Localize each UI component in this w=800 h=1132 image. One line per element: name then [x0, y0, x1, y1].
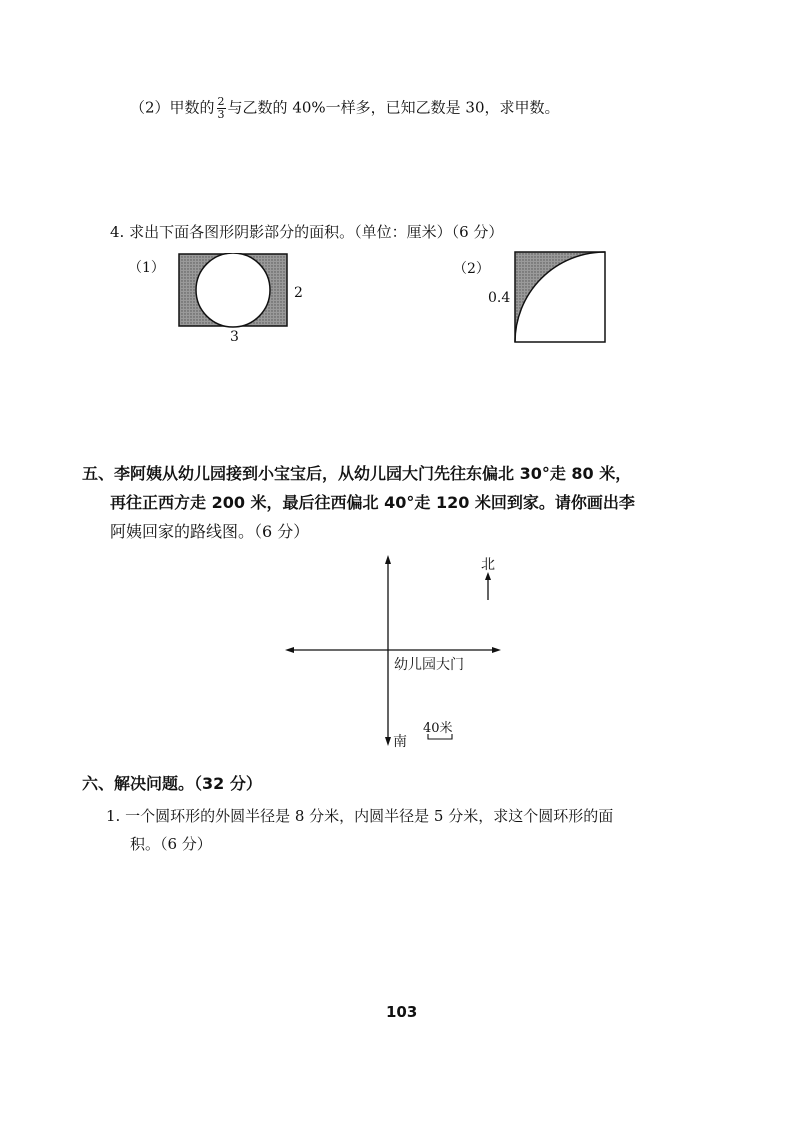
figure-2-side-left: 0.4 [488, 290, 511, 306]
axis-arrow-left [285, 647, 294, 653]
fraction-numerator: 2 [217, 95, 225, 108]
origin-label: 幼儿园大门 [394, 657, 464, 673]
question-4-title: 4. 求出下面各图形阴影部分的面积。（单位：厘米）（6 分） [110, 223, 504, 241]
fraction-denominator: 3 [217, 108, 225, 121]
figure-1-side-bottom: 3 [230, 329, 239, 345]
question-3-2 [130, 96, 560, 121]
axis-arrow-down [385, 737, 391, 746]
question-6-1-line-2: 积。（6 分） [130, 835, 212, 853]
shaded-corner [515, 252, 605, 342]
question-6-1-line-1: 1. 一个圆环形的外圆半径是 8 分米，内圆半径是 5 分米，求这个圆环形的面 [106, 807, 614, 825]
axis-arrow-right [492, 647, 501, 653]
section-5-line-2: 再往正西方走 200 米，最后往西偏北 40°走 120 米回到家。请你画出李 [110, 493, 635, 512]
fraction [217, 96, 226, 121]
figure-1-rect-circle [178, 253, 290, 329]
figure-2-square-quarter [513, 250, 607, 344]
figure-1-side-right: 2 [294, 285, 303, 301]
north-label: 北 [481, 557, 495, 573]
question-text: 与乙数的 40%一样多，已知乙数是 30，求甲数。 [227, 98, 560, 117]
section-6-title: 六、解决问题。（32 分） [82, 774, 262, 793]
question-text: （2）甲数的 [130, 98, 215, 117]
south-label: 南 [393, 734, 407, 750]
section-5-line-3: 阿姨回家的路线图。（6 分） [110, 522, 310, 541]
scale-label: 40米 [423, 721, 453, 736]
figure-2-label: （2） [453, 261, 490, 277]
section-5-line-1: 五、李阿姨从幼儿园接到小宝宝后，从幼儿园大门先往东偏北 30°走 80 米， [82, 464, 632, 483]
inscribed-circle [196, 253, 270, 327]
figure-1-label: （1） [128, 260, 165, 276]
page-number: 103 [386, 1003, 418, 1021]
axis-arrow-up [385, 555, 391, 564]
route-diagram [250, 550, 510, 750]
